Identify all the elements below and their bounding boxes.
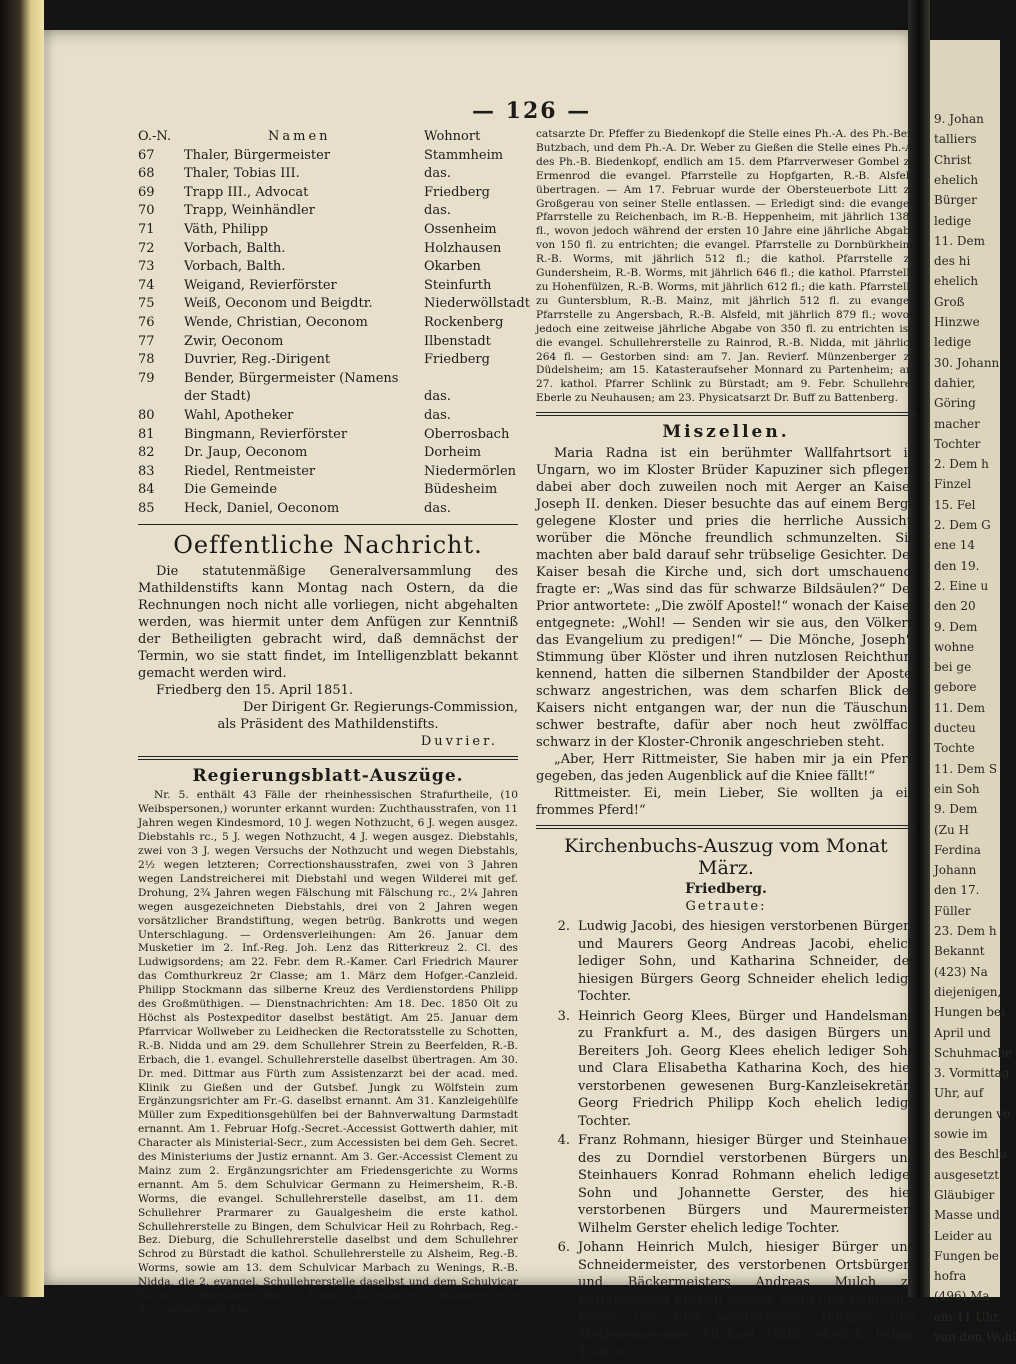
margin-fragment: 11. Dem S bbox=[934, 761, 998, 776]
notice-sig1: Der Dirigent Gr. Regierungs-Commission, bbox=[242, 700, 518, 716]
margin-fragment: Hinzwe bbox=[934, 315, 980, 329]
row-name: Die Gemeinde bbox=[184, 482, 278, 498]
table-row bbox=[138, 314, 518, 333]
row-name: Weigand, Revierförster bbox=[184, 277, 337, 293]
notice-signature: Duvrier. bbox=[420, 734, 498, 750]
notice-title: Oeffentliche Nachricht. bbox=[173, 531, 483, 560]
entry-text: Johann Heinrich Mulch, hiesiger Bürger und Schneidermeister, des verstorbenen Ortsbürgers und Bäckermeisters Andreas Mulch zu Bettenhausen ehelich lediger Sohn und Philippine Waltz, des hier verstorbenen Bürgers und Metzgermeisters Michael Waltz ehelich ledige Tochter. bbox=[578, 1240, 916, 1361]
list-item bbox=[536, 918, 916, 1006]
row-name: Wende, Christian, Oeconom bbox=[184, 314, 368, 330]
row-number: 69 bbox=[138, 184, 155, 200]
margin-fragment: ene 14 bbox=[934, 538, 976, 553]
margin-fragment: 15. Fel bbox=[934, 497, 976, 512]
table-row bbox=[138, 426, 518, 445]
table-row bbox=[138, 147, 518, 166]
table-row bbox=[138, 221, 518, 240]
row-number: 81 bbox=[138, 426, 155, 442]
table-row bbox=[138, 444, 518, 463]
entry-number: 3. bbox=[557, 1008, 570, 1024]
margin-fragment: des hi bbox=[934, 254, 971, 269]
margin-fragment: Füller bbox=[934, 903, 971, 918]
row-name: Riedel, Rentmeister bbox=[184, 463, 316, 479]
row-place: Ossenheim bbox=[424, 221, 497, 237]
book-edge bbox=[0, 0, 44, 1297]
margin-fragment: Schuhmache bbox=[934, 1045, 1013, 1060]
table-row bbox=[138, 370, 518, 389]
table-row bbox=[138, 481, 518, 500]
row-name: Heck, Daniel, Oeconom bbox=[184, 500, 340, 516]
margin-fragment: ehelich bbox=[934, 172, 979, 187]
kirchenbuch-subtitle: Getraute: bbox=[685, 899, 767, 915]
entry-text: Heinrich Georg Klees, Bürger und Handelsmann zu Frankfurt a. M., des dasigen Bürgers und Bereiters Joh. Georg Klees ehelich lediger Sohn und Clara Elisabetha Katharina Koch, des hier verstorbenen gewesenen Burg-Kanzleisekretärs Georg Friedrich Philipp Koch ehelich ledige Tochter. bbox=[578, 1008, 916, 1129]
margin-fragment: 30. Johann bbox=[934, 355, 1000, 370]
margin-fragment: ledige bbox=[934, 335, 972, 350]
table-row bbox=[138, 351, 518, 370]
margin-fragment: 9. Dem bbox=[934, 619, 978, 634]
kirchenbuch-place: Friedberg. bbox=[685, 881, 767, 898]
margin-fragment: von den Wohl bbox=[934, 1330, 1016, 1344]
row-name: Trapp, Weinhändler bbox=[184, 203, 315, 219]
row-name: Bingmann, Revierförster bbox=[184, 426, 348, 442]
row-number: 70 bbox=[138, 203, 155, 219]
margin-fragment: bei ge bbox=[934, 660, 972, 675]
row-number: 79 bbox=[138, 370, 155, 386]
margin-fragment: Gläubiger bbox=[934, 1187, 995, 1202]
row-place: Holzhausen bbox=[424, 240, 502, 256]
margin-fragment: Groß bbox=[934, 294, 965, 309]
margin-fragment: wohne bbox=[934, 639, 975, 654]
table-row bbox=[138, 500, 518, 519]
margin-fragment: Finzel bbox=[934, 477, 972, 492]
divider-double bbox=[138, 756, 518, 760]
margin-fragment: den 19. bbox=[934, 558, 980, 573]
entry-text: Ludwig Jacobi, des hiesigen verstorbenen Bürgers und Maurers Georg Andreas Jacobi, ehelich lediger Sohn, und Katharina Schneider, des hiesigen Bürgers Georg Schneider ehelich ledige Tochter. bbox=[578, 919, 916, 1005]
row-place: Niederwöllstadt bbox=[424, 296, 530, 312]
margin-fragment: ein Soh bbox=[934, 781, 980, 796]
margin-fragment: 2. Dem G bbox=[934, 518, 991, 532]
margin-fragment: macher bbox=[934, 416, 980, 431]
entry-number: 6. bbox=[557, 1240, 570, 1256]
row-place: Ilbenstadt bbox=[424, 333, 491, 349]
row-name: Vorbach, Balth. bbox=[184, 259, 286, 275]
table-row bbox=[138, 277, 518, 296]
margin-fragment: ehelich bbox=[934, 274, 979, 289]
misc-title: Miszellen. bbox=[662, 422, 790, 443]
page-number: — 126 — bbox=[472, 98, 592, 124]
row-place: Rockenberg bbox=[424, 314, 504, 330]
margin-fragment: Fungen be bbox=[934, 1248, 999, 1263]
margin-fragment: Ferdina bbox=[934, 842, 981, 857]
margin-fragment: gebore bbox=[934, 680, 977, 695]
row-place: Oberrosbach bbox=[424, 426, 510, 442]
row-place: Dorheim bbox=[424, 445, 482, 461]
table-rows bbox=[138, 147, 530, 519]
margin-fragment: diejenigen, bbox=[934, 984, 1002, 999]
margin-fragment: am 11 Uhr, bbox=[934, 1309, 1002, 1324]
row-name: Bender, Bürgermeister (Namens bbox=[184, 370, 399, 386]
row-number: 75 bbox=[138, 296, 155, 312]
regblatt-body: Nr. 5. enthält 43 Fälle der rheinhessischen Strafurtheile, (10 Weibspersonen,) worunter erkannt wurden: Zuchthausstrafen, von 11 Jahren wegen Kindesmord, 10 J. wegen Nothzucht, 6 J. wegen ausgez. Diebstahls rc., 5 J. wegen Nothzucht, 4 J. wegen ausgez. Diebstahls, zwei von 3 J. wegen Versuchs der Nothzucht und wegen Diebstahls, 2½ wegen letzteren; Correctionshausstrafen, zwei von 3 Jahren wegen Landstreicherei mit Diebstahl und wegen Wilderei mit gef. Drohung, 2¾ Jahren wegen Fälschung mit Fälschung rc., 2¼ Jahren wegen ausgezeichneten Diebstahls, drei von 2 Jahren wegen vorsätzlicher Brandstiftung, wegen betrüg. Bankrotts und wegen Unterschlagung. — Ordensverleihungen: Am 26. Januar dem Musketier im 2. Inf.-Reg. Joh. Lenz das Ritterkreuz 2. Cl. des Ludwigsordens; am 22. Febr. dem R.-Kamer. Carl Friedrich Maurer das Comthurkreuz 2r Classe; am 1. März dem Hofger.-Canzleid. Philipp Stockmann das silberne Kreuz des Verdienstordens Philipp des Großmüthigen. — Dienstnachrichten: Am 18. Dec. 1850 Olt zu Höchst als Postexpeditor daselbst bestätigt. Am 25. Januar dem Pfarrvicar Wollweber zu Leidhecken die Rectoratsstelle zu Schotten, R.-B. Nidda und am 29. dem Schullehrer Strein zu Beerfelden, R.-B. Erbach, die 1. evangel. Schullehrerstelle daselbst übertragen. Am 30. Dr. med. Dittmar aus Fürth zum Assistenzarzt bei der acad. med. Klinik zu Gießen und der Gutsbef. Jungk zu Wölfstein zum Ergänzungsrichter am Fr.-G. daselbst ernannt. Am 31. Kanzleigehülfe Müller zum Expeditionsgehülfen bei der Bahnverwaltung Darmstadt ernannt. Am 1. Februar Hofg.-Secret.-Accessist Gottwerth dahier, mit Character als Ministerial-Secr., zum Accessisten bei dem Geh. Secret. des Ministeriums der Justiz ernannt. Am 3. Ger.-Accessist Clement zu Mainz zum 2. Ergänzungsrichter am Friedensgerichte zu Worms ernannt. Am 5. dem Schulvicar Germann zu Heimersheim, R.-B. Worms, die evangel. Schullehrerstelle daselbst, am 11. dem Schullehrer Prarmarer zu Gaualgesheim die erste kathol. Schullehrerstelle zu Bingen, dem Schulvicar Heil zu Rohrbach, Reg.-Bez. Dieburg, die Schullehrerstelle daselbst und dem Schullehrer Schrod zu Bürstadt die kathol. Schullehrerstelle zu Alsheim, Reg.-B. Worms, sowie am 13. dem Schulvicar Marbach zu Wenings, R.-B. Nidda, die 2. evangel. Schullehrerstelle daselbst und dem Schulvicar Rauch zu Oberostern, Reg.-B. Erbach, die evangel. Schullehrerstelle das.; ferner dem Physi- bbox=[138, 789, 518, 1316]
header-no: O.-N. bbox=[138, 129, 172, 144]
row-place: Steinfurth bbox=[424, 277, 492, 293]
entry-number: 2. bbox=[557, 919, 570, 935]
row-number: 78 bbox=[138, 352, 155, 368]
margin-fragment: 9. Johan bbox=[934, 112, 984, 126]
entry-number: 4. bbox=[557, 1133, 570, 1149]
kirchenbuch-entries bbox=[536, 918, 916, 1362]
row-name: Thaler, Tobias III. bbox=[184, 166, 300, 182]
row-name: Trapp III., Advocat bbox=[184, 184, 309, 200]
row-number: 80 bbox=[138, 407, 155, 423]
regblatt-title: Regierungsblatt-Auszüge. bbox=[192, 766, 464, 787]
margin-fragment: hofra bbox=[934, 1269, 967, 1284]
margin-fragment: derungen vo bbox=[934, 1106, 1011, 1121]
table-row bbox=[138, 165, 518, 184]
table-row bbox=[138, 463, 518, 482]
row-name: Duvrier, Reg.-Dirigent bbox=[184, 352, 331, 368]
row-number: 83 bbox=[138, 463, 155, 479]
margin-fragment: 2. Eine u bbox=[934, 578, 989, 593]
row-number: 85 bbox=[138, 500, 155, 516]
left-column bbox=[138, 128, 530, 1318]
row-name: Wahl, Apotheker bbox=[184, 407, 294, 423]
row-number: 76 bbox=[138, 314, 155, 330]
table-row bbox=[138, 240, 518, 259]
margin-fragment: Christ bbox=[934, 152, 972, 167]
right-column bbox=[536, 128, 916, 1364]
row-number: 84 bbox=[138, 482, 155, 498]
row-place: das. bbox=[424, 407, 451, 423]
regblatt-continuation: catsarzte Dr. Pfeffer zu Biedenkopf die Stelle eines Ph.-A. des Ph.-Bez. Butzbach, und dem Ph.-A. Dr. Weber zu Gießen die Stelle eines Ph.-A. des Ph.-B. Biedenkopf, endlich am 15. dem Pfarrverweser Gombel zu Ermenrod die evangel. Pfarrstelle zu Hopfgarten, R.-B. Alsfeld übertragen. — Am 17. Februar wurde der Obersteuerbote Litt zu Großgerau von seiner Stelle entlassen. — Erledigt sind: die evangel. Pfarrstelle zu Reichenbach, im R.-B. Heppenheim, mit jährlich 1383 fl., wovon jedoch während der ersten 10 Jahre eine jährliche Abgabe von 150 fl. zu entrichten; die evangel. Pfarrstelle zu Dornbürkheim, R.-B. Worms, mit jährlich 512 fl.; die kathol. Pfarrstelle zu Gundersheim, R.-B. Worms, mit jährlich 646 fl.; die kathol. Pfarrstelle zu Hohenfülzen, R.-B. Worms, mit jährlich 612 fl.; die kath. Pfarrstelle zu Guntersblum, R.-B. Mainz, mit jährlich 512 fl. zu evangel. Pfarrstelle zu Angersbach, R.-B. Alsfeld, mit jährlich 879 fl.; wovon jedoch eine zeitweise jährliche Abgabe von 350 fl. zu entrichten ist; die evangel. Schullehrerstelle zu Rainrod, R.-B. Nidda, mit jährlich 264 fl. — Gestorben sind: am 7. Jan. Revierf. Münzenberger zu Düdelsheim; am 15. Katasteraufseher Monnard zu Partenheim; am 27. kathol. Pfarrer Schlink zu Bürstadt; am 9. Febr. Schullehrer Eberle zu Neuhausen; am 23. Physicatsarzt Dr. Buff zu Battenberg. bbox=[536, 128, 916, 405]
margin-fragment: Bürger bbox=[934, 193, 977, 208]
next-page-margin bbox=[930, 40, 1016, 1344]
margin-fragment: Tochte bbox=[934, 741, 975, 756]
row-number: 77 bbox=[138, 333, 155, 349]
margin-fragment: 11. Dem bbox=[934, 233, 985, 248]
row-place: das. bbox=[424, 389, 451, 405]
margin-fragment: 3. Vormittag bbox=[934, 1066, 1010, 1081]
margin-fragment: Leider au bbox=[934, 1228, 993, 1243]
row-number: 67 bbox=[138, 147, 155, 163]
list-item bbox=[536, 1132, 916, 1237]
list-item bbox=[536, 1008, 916, 1131]
row-place: Friedberg bbox=[424, 352, 490, 368]
misc-story: Maria Radna ist ein berühmter Wallfahrtsort in Ungarn, wo im Kloster Brüder Kapuziner sich pflegen, dabei aber doch zuweilen noch mit Aerger an Kaiser Joseph II. denken. Dieser besuchte das auf einem Berge gelegene Kloster und pries die herrliche Aussicht, worüber die Mönche freundlich schmunzelten. Sie machten aber bald darauf sehr trübselige Gesichter. Der Kaiser besah die Kirche und, sich dort umschauend, fragte er: „Was sind das für schwarze Bildsäulen?“ Der Prior antwortete: „Die zwölf Apostel!“ wonach der Kaiser entgegnete: „Wohl! — Senden wir sie aus, den Völkern das Evangelium zu predigen!“ — Die Mönche, Joseph's Stimmung über Klöster und ihren nutzlosen Reichthum kennend, hatten die silbernen Standbilder der Apostel schwarz angestrichen, was dem scharfen Blick des Kaisers nicht entgangen war, der nun die Täuschung schwer bestrafte, dafür aber noch heut zwölffach schwarz in der Kloster-Chronik angeschrieben steht. bbox=[536, 446, 916, 751]
table-row bbox=[138, 388, 518, 407]
margin-fragment: 23. Dem h bbox=[934, 924, 997, 938]
divider-double bbox=[536, 825, 916, 829]
list-item bbox=[536, 1239, 916, 1362]
row-place: Büdesheim bbox=[424, 482, 498, 498]
row-number: 68 bbox=[138, 166, 155, 182]
table-row bbox=[138, 407, 518, 426]
margin-fragment: dahier, bbox=[934, 375, 976, 390]
row-place: Stammheim bbox=[424, 147, 504, 163]
kirchenbuch-title: Kirchenbuchs-Auszug vom Monat März. bbox=[564, 835, 888, 880]
margin-fragment: ledige bbox=[934, 213, 972, 228]
margin-fragment: den 17. bbox=[934, 883, 980, 898]
margin-fragment: des Beschlu bbox=[934, 1147, 1007, 1162]
margin-fragment: sowie im bbox=[934, 1127, 988, 1141]
row-name: Vorbach, Balth. bbox=[184, 240, 286, 256]
table-header bbox=[138, 128, 518, 147]
notice-body: Die statutenmäßige Generalversammlung des Mathildenstifts kann Montag nach Ostern, da die Rechnungen noch nicht alle vorliegen, nicht abgehalten werden, was hiermit unter dem Anfügen zur Kenntniß der Betheiligten gebracht wird, daß demnächst der Termin, wo sie statt findet, im Intelligenzblatt bekannt gemacht werden wird. bbox=[138, 564, 518, 682]
margin-fragment: Hungen bei bbox=[934, 1005, 1005, 1020]
table-row bbox=[138, 202, 518, 221]
margin-fragment: den 20 bbox=[934, 599, 976, 614]
margin-fragment: ausgesetzt bbox=[934, 1167, 1000, 1182]
row-place: Okarben bbox=[424, 259, 481, 275]
row-name: Thaler, Bürgermeister bbox=[184, 147, 331, 163]
table-row bbox=[138, 333, 518, 352]
row-name: der Stadt) bbox=[184, 389, 251, 405]
row-name: Zwir, Oeconom bbox=[184, 333, 284, 349]
margin-fragment: (423) Na bbox=[934, 964, 988, 979]
row-name: Väth, Philipp bbox=[184, 221, 269, 237]
table-row bbox=[138, 258, 518, 277]
margin-fragment: 2. Dem h bbox=[934, 457, 989, 472]
row-number: 73 bbox=[138, 259, 155, 275]
margin-fragment: (Zu H bbox=[934, 822, 970, 837]
margin-fragment: 11. Dem bbox=[934, 700, 985, 715]
margin-fragment: April und bbox=[934, 1025, 991, 1040]
margin-fragment: Bekannt bbox=[934, 944, 985, 959]
row-number: 71 bbox=[138, 221, 155, 237]
misc-joke-1: „Aber, Herr Rittmeister, Sie haben mir ja ein Pferd gegeben, das jeden Augenblick auf die Kniee fällt!“ bbox=[536, 752, 916, 785]
entry-text: Franz Rohmann, hiesiger Bürger und Steinhauer, des zu Dorndiel verstorbenen Bürgers und Steinhauers Konrad Rohmann ehelich lediger Sohn und Johannette Gerster, des hier verstorbenen Bürgers und Maurermeisters Wilhelm Gerster ehelich ledige Tochter. bbox=[578, 1133, 916, 1236]
header-name: Namen bbox=[268, 129, 331, 144]
margin-fragment: Göring bbox=[934, 396, 976, 411]
row-number: 82 bbox=[138, 445, 155, 461]
margin-fragment: Johann bbox=[934, 863, 977, 878]
row-place: Niedermörlen bbox=[424, 463, 517, 479]
notice-date: Friedberg den 15. April 1851. bbox=[156, 683, 354, 699]
row-number: 74 bbox=[138, 277, 155, 293]
margin-fragment: (496) Ma bbox=[934, 1289, 990, 1304]
row-place: das. bbox=[424, 500, 451, 516]
margin-fragment: Uhr, auf bbox=[934, 1086, 984, 1101]
margin-fragment: Masse und bbox=[934, 1208, 1000, 1223]
notice-sig2: als Präsident des Mathildenstifts. bbox=[217, 717, 439, 733]
row-place: das. bbox=[424, 166, 451, 182]
margin-fragment: 9. Dem bbox=[934, 802, 978, 817]
row-number: 72 bbox=[138, 240, 155, 256]
divider-double bbox=[536, 412, 916, 416]
misc-joke-2: Rittmeister. Ei, mein Lieber, Sie wollten ja ein frommes Pferd!“ bbox=[536, 786, 916, 819]
table-row bbox=[138, 295, 530, 314]
row-name: Weiß, Oeconom und Beigdtr. bbox=[184, 296, 373, 312]
margin-fragment: Tochter bbox=[934, 436, 981, 451]
margin-fragment: ducteu bbox=[934, 721, 976, 735]
row-place: das. bbox=[424, 203, 451, 219]
margin-fragment: talliers bbox=[934, 132, 977, 147]
divider bbox=[138, 524, 518, 525]
row-place: Friedberg bbox=[424, 184, 490, 200]
row-name: Dr. Jaup, Oeconom bbox=[184, 445, 308, 461]
header-place: Wohnort bbox=[424, 129, 481, 144]
table-row bbox=[138, 184, 518, 203]
